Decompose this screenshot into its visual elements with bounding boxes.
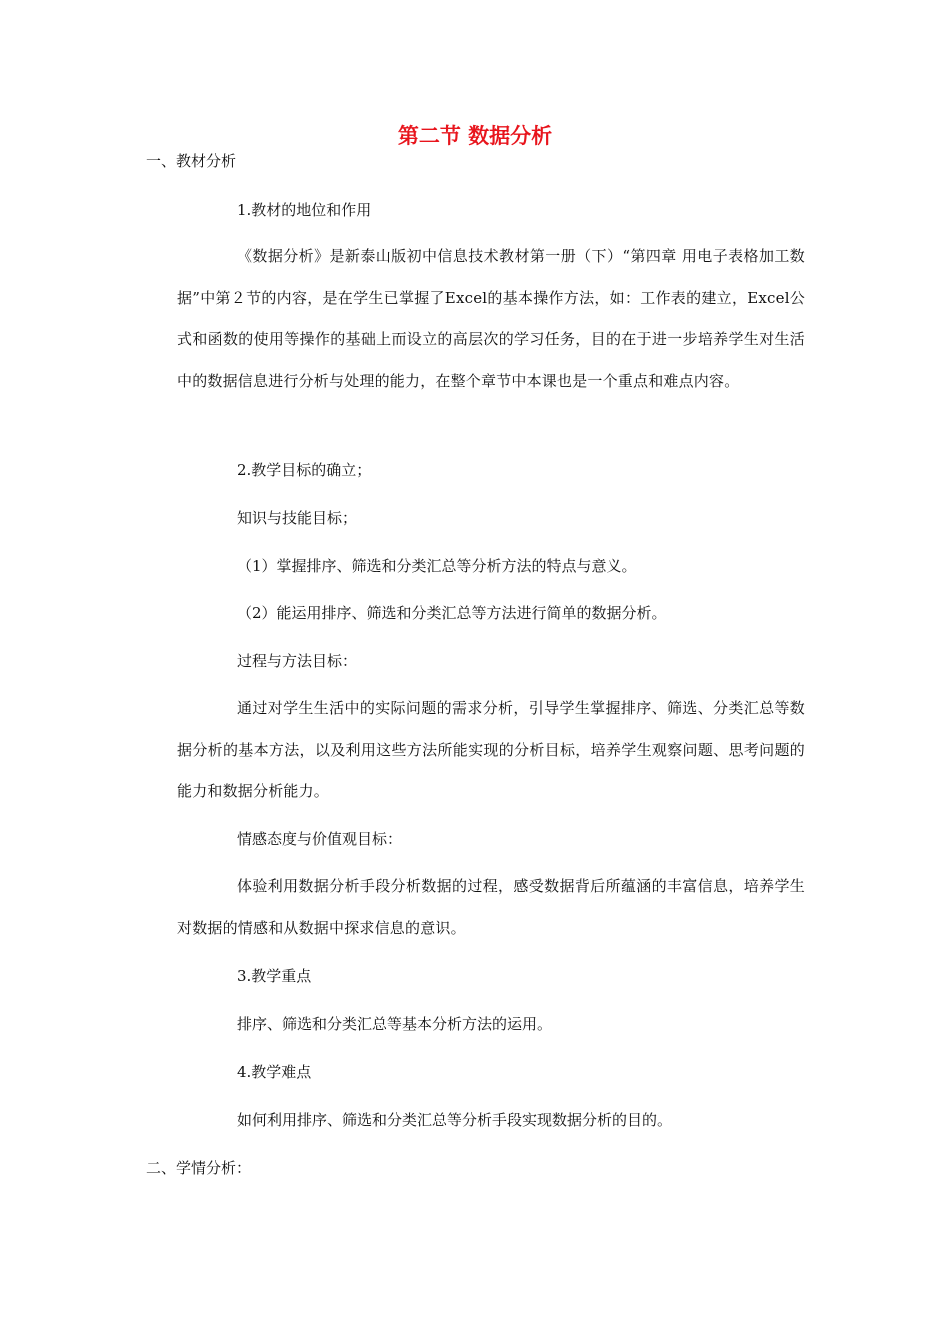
paragraph-process-method: 通过对学生生活中的实际问题的需求分析，引导学生掌握排序、筛选、分类汇总等数据分析的基本方法，以及利用这些方法所能实现的分析目标，培养学生观察问题、思考问题的能力和数据分析能力。 xyxy=(177,699,805,800)
difficulties-text: 如何利用排序、筛选和分类汇总等分析手段实现数据分析的目的。 xyxy=(237,1111,673,1129)
subheading-emotion-values: 情感态度与价值观目标： xyxy=(237,830,403,848)
knowledge-objective-2: （2）能运用排序、筛选和分类汇总等方法进行简单的数据分析。 xyxy=(237,604,667,622)
section-heading-materials: 一、教材分析 xyxy=(146,152,237,170)
key-points-text: 排序、筛选和分类汇总等基本分析方法的运用。 xyxy=(237,1015,553,1033)
subheading-objectives: 2.教学目标的确立； xyxy=(237,461,372,479)
page-title: 第二节 数据分析 xyxy=(397,124,553,148)
subheading-difficulties: 4.教学难点 xyxy=(237,1063,312,1081)
subheading-process-method: 过程与方法目标： xyxy=(237,652,358,670)
knowledge-objective-1: （1）掌握排序、筛选和分类汇总等分析方法的特点与意义。 xyxy=(237,557,637,575)
subheading-knowledge-skills: 知识与技能目标； xyxy=(237,509,358,527)
subheading-key-points: 3.教学重点 xyxy=(237,967,312,985)
subheading-position-role: 1.教材的地位和作用 xyxy=(237,201,372,219)
paragraph-position-role: 《数据分析》是新泰山版初中信息技术教材第一册（下）“第四章 用电子表格加工数据”中第２节的内容，是在学生已掌握了Excel的基本操作方法，如：工作表的建立，Excel公式和函数的使用等操作的基础上而设立的高层次的学习任务，目的在于进一步培养学生对生活中的数据信息进行分析与处理的能力，在整个章节中本课也是一个重点和难点内容。 xyxy=(177,247,805,390)
paragraph-emotion-values: 体验利用数据分析手段分析数据的过程，感受数据背后所蕴涵的丰富信息，培养学生对数据的情感和从数据中探求信息的意识。 xyxy=(177,877,805,937)
section-heading-learners: 二、学情分析： xyxy=(146,1159,252,1177)
